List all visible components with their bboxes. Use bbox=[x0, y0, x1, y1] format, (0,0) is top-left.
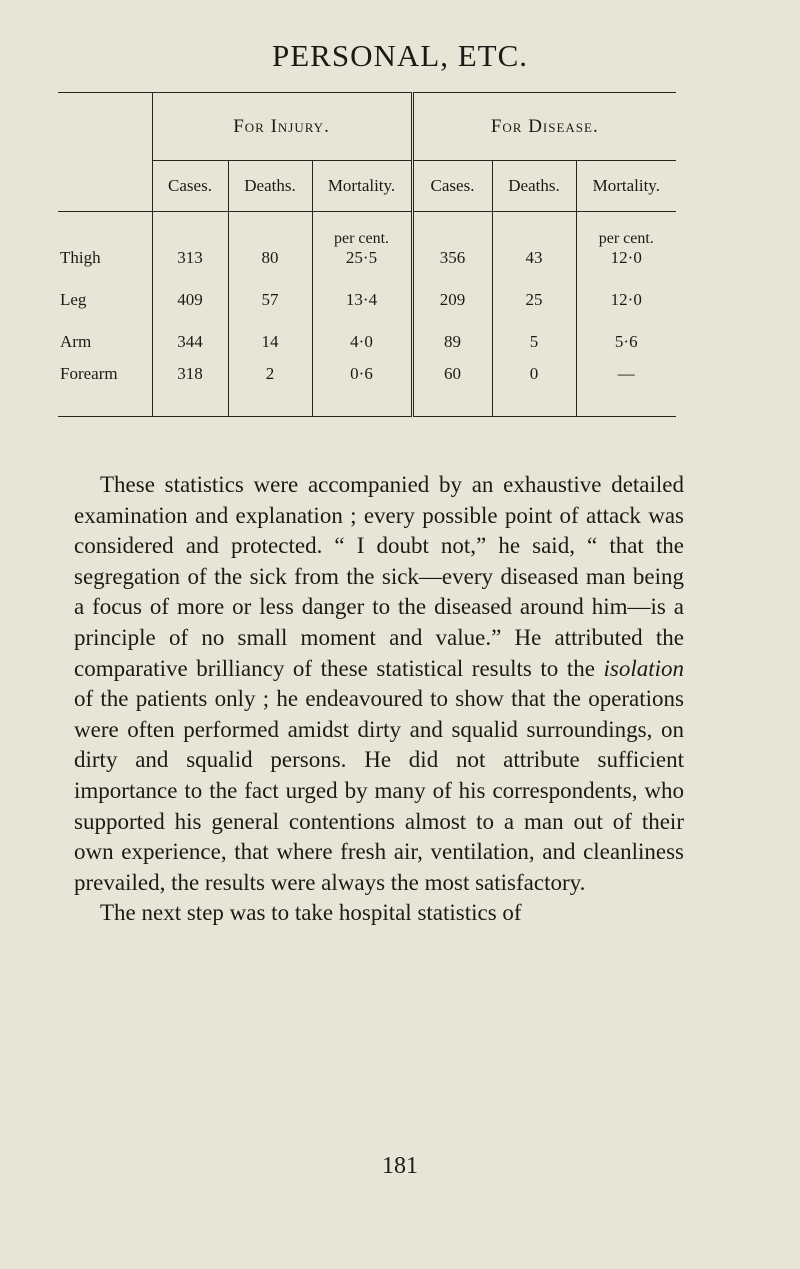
unit-label: per cent. bbox=[333, 230, 390, 247]
col-header: Cases. bbox=[152, 161, 228, 212]
table-row bbox=[58, 356, 676, 417]
table-cell: 344 bbox=[152, 314, 228, 356]
group-header-disease: For Disease. bbox=[412, 93, 676, 161]
table-cell: 0 bbox=[492, 356, 576, 417]
paragraph: The next step was to take hospital statistics of bbox=[100, 900, 522, 926]
table-cell: — bbox=[576, 356, 676, 417]
table-cell: 80 bbox=[228, 212, 312, 273]
table-cell: 25 bbox=[492, 272, 576, 314]
col-header: Mortality. bbox=[576, 161, 676, 212]
paragraph: These statistics were accompanied by an exhaustive detailed examination and explanation ; every possible point of attack was considered and protected. “ I doubt not,” he said, “ that the segregation of the sick from the sick—every diseased man being a focus of more or less danger to the diseased around him—is a principle of no small moment and value.” He attributed the comparative brilliancy of these statistical results to the isolation of the patients only ; he endeavoured to show that the operations were often performed amidst dirty and squalid surroundings, on dirty and squalid persons. He did not attribute sufficient importance to the fact urged by many of his correspondents, who supported his general contentions almost to a man out of their own experience, that where fresh air, ventilation, and cleanliness prevailed, the results were always the most satisfactory. bbox=[74, 472, 684, 895]
group-header-row bbox=[58, 93, 676, 161]
table-row bbox=[58, 314, 676, 356]
row-label: Thigh bbox=[60, 248, 101, 267]
italic-term: isolation bbox=[603, 655, 684, 681]
table-cell: 318 bbox=[152, 356, 228, 417]
table-row bbox=[58, 212, 676, 273]
table-cell: 409 bbox=[152, 272, 228, 314]
table-cell: 12·0 bbox=[576, 272, 676, 314]
blank-label-cell bbox=[58, 161, 152, 212]
page-number: 181 bbox=[382, 1153, 418, 1179]
blank-corner bbox=[58, 93, 152, 161]
table-cell: 4·0 bbox=[312, 314, 412, 356]
amputation-statistics-table bbox=[58, 92, 676, 417]
col-header: Cases. bbox=[412, 161, 492, 212]
row-label: Forearm bbox=[58, 356, 152, 417]
body-text bbox=[74, 470, 684, 929]
running-header: PERSONAL, ETC. bbox=[272, 38, 528, 73]
table-cell: 0·6 bbox=[312, 356, 412, 417]
table-cell: 43 bbox=[492, 212, 576, 273]
table-cell: 13·4 bbox=[312, 272, 412, 314]
table-cell: 60 bbox=[412, 356, 492, 417]
table-cell: 89 bbox=[412, 314, 492, 356]
table-row bbox=[58, 272, 676, 314]
column-header-row bbox=[58, 161, 676, 212]
col-header: Deaths. bbox=[228, 161, 312, 212]
col-header: Deaths. bbox=[492, 161, 576, 212]
row-label: Leg bbox=[60, 290, 87, 309]
table-cell: 14 bbox=[228, 314, 312, 356]
table-cell: per cent. 12·0 bbox=[576, 212, 676, 273]
table-cell: 209 bbox=[412, 272, 492, 314]
table-cell: per cent. 25·5 bbox=[312, 212, 412, 273]
group-header-injury: For Injury. bbox=[152, 93, 412, 161]
table-cell: 5·6 bbox=[576, 314, 676, 356]
table-cell: 356 bbox=[412, 212, 492, 273]
col-header: Mortality. bbox=[312, 161, 412, 212]
statistics-table-container bbox=[58, 92, 676, 417]
table-cell: 57 bbox=[228, 272, 312, 314]
unit-label: per cent. bbox=[598, 230, 654, 247]
table-cell: 313 bbox=[152, 212, 228, 273]
row-label: Arm bbox=[60, 332, 92, 351]
table-cell: 2 bbox=[228, 356, 312, 417]
table-cell: 5 bbox=[492, 314, 576, 356]
